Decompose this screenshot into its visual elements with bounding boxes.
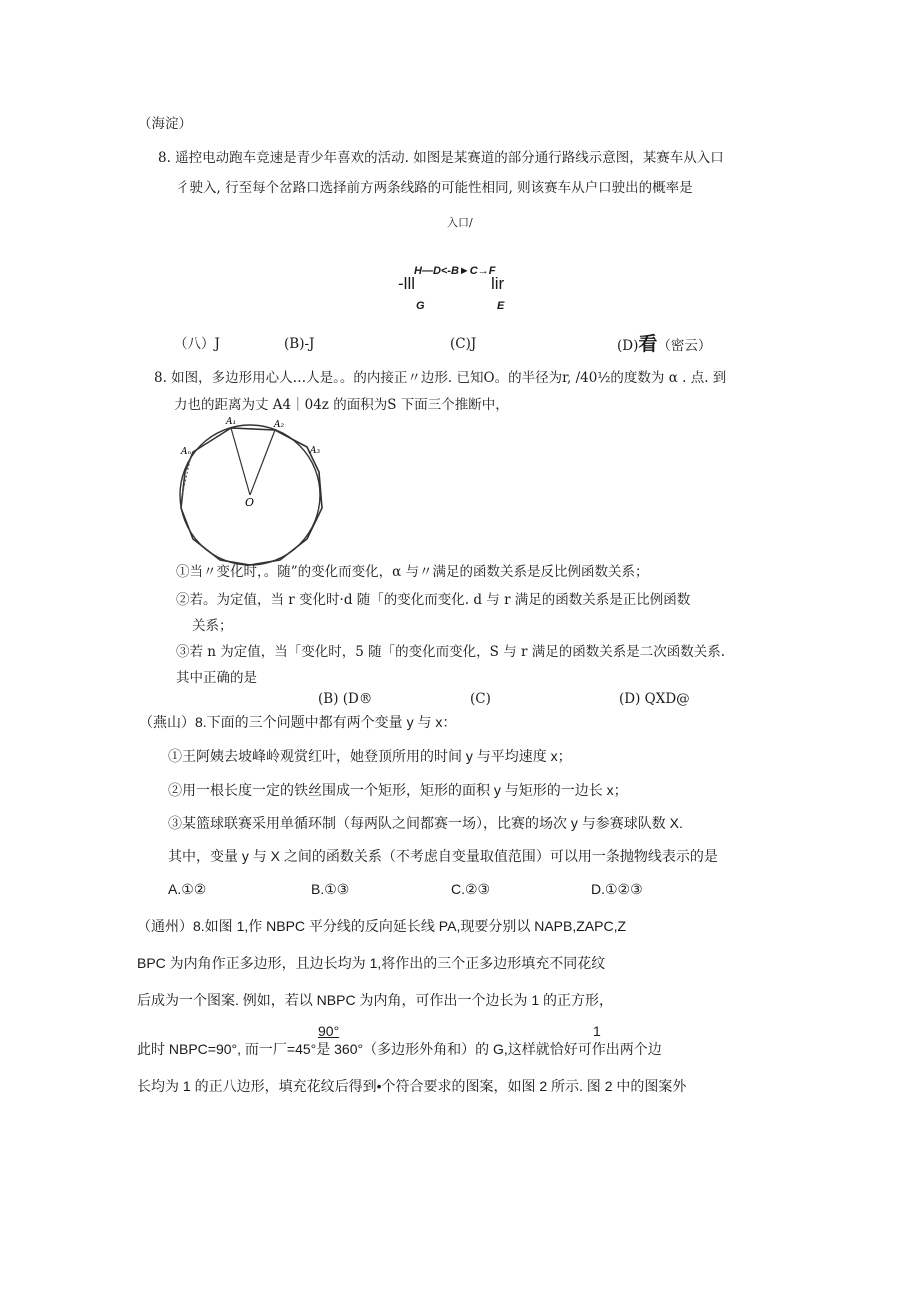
q1-option-b: (B)-J [284,336,315,352]
q2-item2-line2: 关系； [192,618,233,634]
q3-option-a: A.①② [168,881,207,897]
label-o: O [245,496,255,509]
q4-text-line2: BPC 为内角作正多边形，且边长均为 1,将作出的三个正多边形填充不同花纹 [137,955,606,971]
q4-text-line1: （通州）8.如图 1,作 NBPC 平分线的反向延长线 PA,现要分别以 NAPB,ZAPC,Z [137,918,627,934]
q2-option-d: (D) QXD@ [619,691,690,707]
label-a2: A₂ [274,420,285,430]
diagram-entry-label: 入口/ [447,216,473,229]
q1-option-d-prefix: (D) [617,338,639,354]
q3-text-line1: （燕山）8.下面的三个问题中都有两个变量 y 与 x： [139,714,457,730]
diagram-g-label: G [416,300,425,312]
diagram-left-mark: -lll [398,274,415,293]
source-label-miyun: （密云） [657,338,712,354]
q4-text-line4: 此时 NBPC=90°, 而一厂=45°是 360°（多边形外角和）的 G,这样就恰好可作出两个边 [137,1041,662,1057]
q2-option-b: (B) (D® [318,691,373,707]
radius-oa2 [250,430,275,495]
q1-text-line2: 彳驶入, 行至每个岔路口选择前方两条线路的可能性相同, 则该赛车从户口驶出的概率是 [176,180,693,196]
q3-prompt: 其中，变量 y 与 X 之间的函数关系（不考虑自变量取值范围）可以用一条抛物线表示的是 [168,848,718,864]
q2-prompt: 其中正确的是 [176,670,257,686]
source-label-haidian: （海淀） [138,116,192,132]
q3-item3: ③某篮球联赛采用单循环制（每两队之间都赛一场），比赛的场次 y 与参赛球队数 X. [168,815,683,831]
label-a1: A₁ [226,417,237,427]
label-a3: A₃ [310,446,321,456]
q1-option-d-glyph: 看 [638,333,658,355]
q2-option-c: (C) [470,691,491,707]
diagram-top-row: H—D<-B►C→F [414,265,496,277]
diagram-right-mark: lir [491,274,505,293]
diagram-e-label: E [497,300,505,312]
q4-fraction-one: 1 [593,1023,601,1039]
q2-text-line2: 力也的距离为丈 A4｜04z 的面积为S 下面三个推断中， [174,397,509,413]
q2-item3: ③若 n 为定值，当「变化时，5 随「的变化而变化，S 与 r 满足的函数关系是二次函数关系. [176,644,726,660]
radius-oa1 [231,428,250,495]
q2-item1: ①当〃变化时，。随”的变化而变化，α 与〃满足的函数关系是反比例函数关系； [176,564,649,580]
q3-item1: ①王阿姨去坡峰岭观赏红叶，她登顶所用的时间 y 与平均速度 x； [168,748,572,764]
q1-option-c: (C)J [450,336,477,352]
q4-fraction-numerator: 90° [318,1023,340,1039]
q1-option-d [617,335,711,355]
q3-option-b: B.①③ [311,881,350,897]
q4-text-line3: 后成为一个图案. 例如，若以 NBPC 为内角，可作出一个边长为 1 的正方形， [137,992,614,1008]
q3-option-d: D.①②③ [591,881,643,897]
inscribed-polygon-figure [176,412,336,572]
q1-option-a: （八）J [174,336,220,352]
label-an: Aₙ [181,447,192,457]
q1-text-line1: 8. 遥控电动跑车竞速是青少年喜欢的活动. 如图是某赛道的部分通行路线示意图，某赛车从入口 [158,150,724,166]
q4-text-line5: 长均为 1 的正八边形，填充花纹后得到•个符合要求的图案，如图 2 所示. 图 2 中的图案外 [137,1078,687,1094]
q3-item2: ②用一根长度一定的铁丝围成一个矩形，矩形的面积 y 与矩形的一边长 x； [168,782,628,798]
q2-item2-line1: ②若。为定值，当 r 变化时·d 随「的变化而变化. d 与 r 满足的函数关系是正比例函数 [176,592,691,608]
q2-text-line1: 8. 如图，多边形用心人…人是。。的内接正〃边形. 已知O。的半径为r, /40½的度数为 α . 点. 到 [154,370,727,386]
q3-option-c: C.②③ [451,881,491,897]
